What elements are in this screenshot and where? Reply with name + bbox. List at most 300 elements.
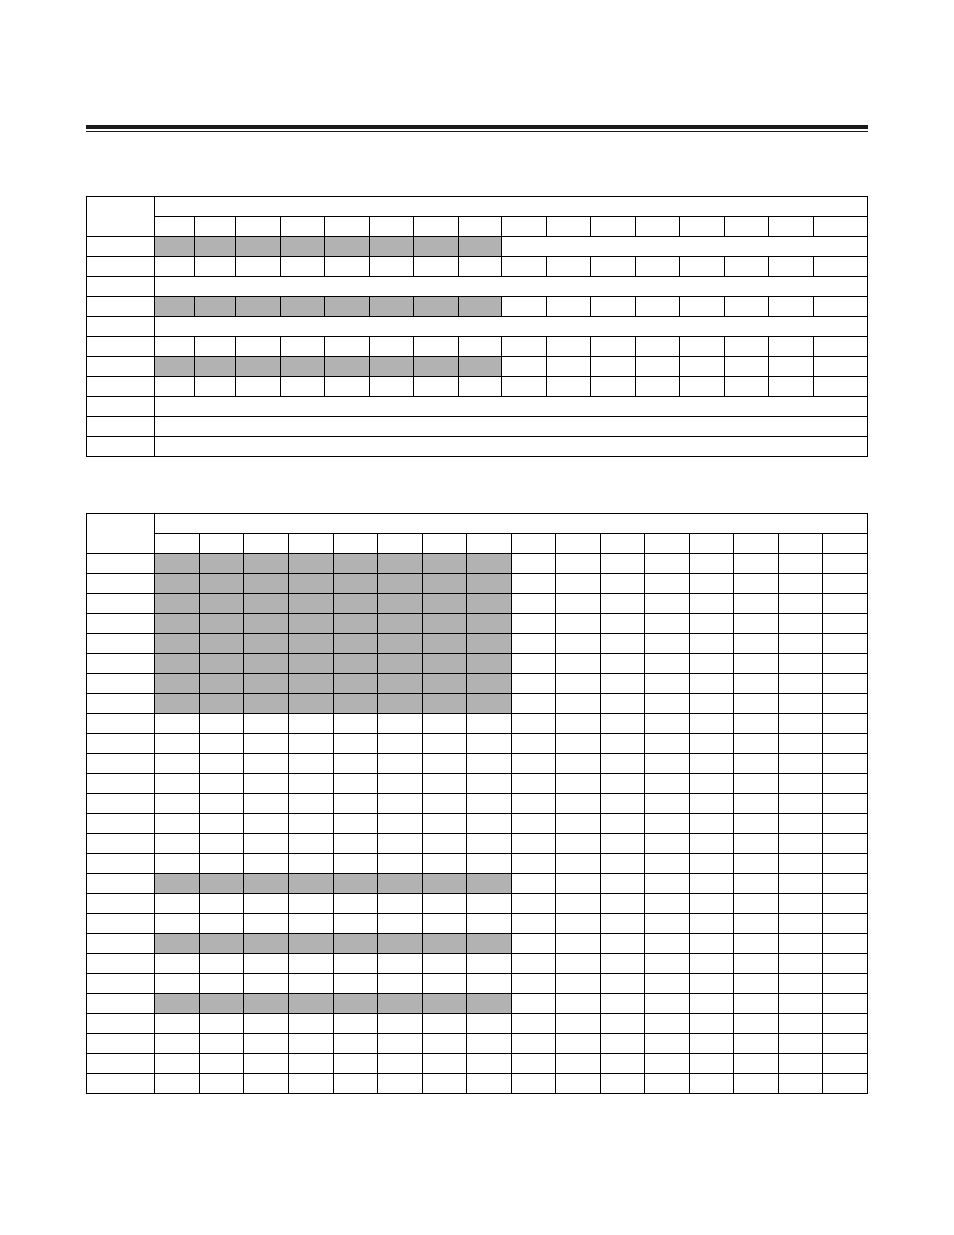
bit-cell <box>325 297 370 317</box>
row-label-cell <box>87 834 155 854</box>
bit-cell <box>378 894 423 914</box>
bit-cell <box>459 297 502 317</box>
bit-cell <box>556 654 601 674</box>
row-label-cell <box>87 714 155 734</box>
bit-cell <box>636 297 680 317</box>
bit-cell <box>556 874 601 894</box>
bit-cell <box>467 754 512 774</box>
row-label-cell <box>87 1074 155 1094</box>
bit-cell <box>414 237 459 257</box>
bit-cell <box>734 794 779 814</box>
table1-header-row <box>87 197 868 217</box>
bit-cell <box>334 894 378 914</box>
table2-bit-header-row <box>87 534 868 554</box>
row-label-cell <box>87 754 155 774</box>
bit-cell <box>512 754 556 774</box>
bit-cell <box>512 834 556 854</box>
bit-cell <box>281 257 325 277</box>
bit-cell <box>734 774 779 794</box>
bit-cell <box>200 1014 244 1034</box>
header-rule-thin <box>86 131 868 132</box>
bit-cell <box>734 854 779 874</box>
bit-cell <box>155 297 195 317</box>
bit-cell <box>645 674 690 694</box>
bit-cell <box>769 377 814 397</box>
bit-header-cell <box>725 217 769 237</box>
table2-row <box>87 814 868 834</box>
bit-cell <box>823 1054 868 1074</box>
bit-cell <box>467 554 512 574</box>
bit-cell <box>734 614 779 634</box>
row-label-cell <box>87 914 155 934</box>
bit-cell <box>645 854 690 874</box>
row-label-cell <box>87 894 155 914</box>
bit-cell <box>244 554 289 574</box>
bit-cell <box>601 614 645 634</box>
bit-cell <box>378 954 423 974</box>
bit-cell <box>556 1034 601 1054</box>
bit-cell <box>769 337 814 357</box>
bit-cell <box>155 554 200 574</box>
bit-cell <box>378 774 423 794</box>
bit-header-cell <box>734 534 779 554</box>
bit-cell <box>155 1054 200 1074</box>
bit-cell <box>281 337 325 357</box>
bit-cell <box>779 874 823 894</box>
bit-cell <box>734 754 779 774</box>
bit-cell <box>690 854 734 874</box>
bit-cell <box>289 894 334 914</box>
bit-cell <box>378 794 423 814</box>
bit-cell <box>734 734 779 754</box>
bit-cell <box>244 974 289 994</box>
bit-cell <box>334 734 378 754</box>
bit-header-cell <box>195 217 236 237</box>
bit-cell <box>601 1014 645 1034</box>
bit-cell <box>423 1074 467 1094</box>
bit-header-cell <box>636 217 680 237</box>
bit-cell <box>734 914 779 934</box>
bit-cell <box>467 674 512 694</box>
bit-cell <box>823 614 868 634</box>
bit-cell <box>289 734 334 754</box>
table1-row <box>87 297 868 317</box>
bit-cell <box>289 774 334 794</box>
bit-cell <box>244 814 289 834</box>
bit-cell <box>734 1074 779 1094</box>
row-label-cell <box>87 417 155 437</box>
bit-cell <box>645 734 690 754</box>
bit-cell <box>690 874 734 894</box>
bit-cell <box>823 654 868 674</box>
bit-cell <box>334 574 378 594</box>
bit-cell <box>459 257 502 277</box>
bit-cell <box>289 594 334 614</box>
bit-cell <box>200 834 244 854</box>
bit-cell <box>423 734 467 754</box>
bit-header-cell <box>200 534 244 554</box>
bit-cell <box>823 914 868 934</box>
row-label-cell <box>87 934 155 954</box>
row-label-cell <box>87 297 155 317</box>
bit-cell <box>512 974 556 994</box>
bit-cell <box>512 1074 556 1094</box>
bit-cell <box>556 674 601 694</box>
bit-cell <box>334 1014 378 1034</box>
row-label-cell <box>87 1034 155 1054</box>
bit-cell <box>334 974 378 994</box>
bit-cell <box>734 974 779 994</box>
bit-cell <box>779 554 823 574</box>
bit-cell <box>823 894 868 914</box>
row-label-cell <box>87 774 155 794</box>
bit-cell <box>645 954 690 974</box>
bit-cell <box>690 914 734 934</box>
bit-cell <box>467 934 512 954</box>
table2-body <box>87 554 868 1094</box>
bit-cell <box>779 714 823 734</box>
bit-cell <box>200 814 244 834</box>
bit-cell <box>512 1054 556 1074</box>
bit-cell <box>556 934 601 954</box>
bit-cell <box>467 594 512 614</box>
bit-cell <box>591 337 636 357</box>
row-label-cell <box>87 634 155 654</box>
bit-cell <box>645 554 690 574</box>
bit-cell <box>378 1034 423 1054</box>
bit-cell <box>512 774 556 794</box>
bit-cell <box>556 754 601 774</box>
bit-cell <box>414 297 459 317</box>
bit-header-cell <box>289 534 334 554</box>
table2-row <box>87 654 868 674</box>
bit-cell <box>734 814 779 834</box>
bit-cell <box>414 377 459 397</box>
row-label-cell <box>87 437 155 457</box>
row-label-cell <box>87 357 155 377</box>
bit-cell <box>769 257 814 277</box>
bit-cell <box>512 1014 556 1034</box>
bit-cell <box>378 834 423 854</box>
bit-cell <box>636 357 680 377</box>
bit-cell <box>823 854 868 874</box>
bit-cell <box>779 614 823 634</box>
bit-cell <box>370 357 414 377</box>
bit-cell <box>236 337 281 357</box>
bit-cell <box>823 814 868 834</box>
row-label-cell <box>87 954 155 974</box>
bit-cell <box>200 854 244 874</box>
bit-cell <box>601 934 645 954</box>
bit-cell <box>244 754 289 774</box>
bit-cell <box>155 854 200 874</box>
bit-cell <box>414 337 459 357</box>
bit-cell <box>645 614 690 634</box>
table2-row <box>87 954 868 974</box>
bit-cell <box>467 834 512 854</box>
bit-cell <box>334 794 378 814</box>
bit-cell <box>200 714 244 734</box>
bit-cell <box>725 377 769 397</box>
bit-cell <box>155 954 200 974</box>
bit-cell <box>734 694 779 714</box>
bit-cell <box>334 674 378 694</box>
bit-cell <box>779 634 823 654</box>
bit-cell <box>601 814 645 834</box>
bit-cell <box>556 914 601 934</box>
bit-cell <box>690 974 734 994</box>
table1-row <box>87 397 868 417</box>
bit-cell <box>636 337 680 357</box>
bit-cell <box>289 834 334 854</box>
bit-cell <box>378 754 423 774</box>
bit-cell <box>244 614 289 634</box>
bit-cell <box>690 894 734 914</box>
bit-cell <box>779 914 823 934</box>
bit-cell <box>423 934 467 954</box>
bit-cell <box>645 834 690 854</box>
table2-row <box>87 894 868 914</box>
bit-cell <box>155 257 195 277</box>
bit-cell <box>155 674 200 694</box>
bit-cell <box>467 714 512 734</box>
bit-cell <box>823 1074 868 1094</box>
span-cell <box>502 237 868 257</box>
bit-map-table-2 <box>86 513 868 1094</box>
bit-cell <box>734 874 779 894</box>
bit-cell <box>636 377 680 397</box>
table2-row <box>87 1074 868 1094</box>
bit-cell <box>155 337 195 357</box>
bit-cell <box>779 794 823 814</box>
bit-cell <box>200 694 244 714</box>
row-label-cell <box>87 1054 155 1074</box>
bit-cell <box>325 377 370 397</box>
bit-cell <box>378 614 423 634</box>
bit-cell <box>334 834 378 854</box>
bit-cell <box>200 974 244 994</box>
bit-cell <box>195 257 236 277</box>
bit-cell <box>155 874 200 894</box>
bit-cell <box>680 257 725 277</box>
bit-cell <box>155 794 200 814</box>
bit-cell <box>814 337 868 357</box>
bit-cell <box>244 574 289 594</box>
bit-cell <box>423 854 467 874</box>
bit-cell <box>734 594 779 614</box>
bit-cell <box>378 694 423 714</box>
bit-cell <box>155 237 195 257</box>
bit-cell <box>378 1074 423 1094</box>
bit-cell <box>467 574 512 594</box>
bit-header-cell <box>467 534 512 554</box>
bit-cell <box>423 694 467 714</box>
bit-cell <box>423 1034 467 1054</box>
bit-cell <box>601 594 645 614</box>
table1-row <box>87 277 868 297</box>
bit-cell <box>289 1034 334 1054</box>
bit-cell <box>281 297 325 317</box>
bit-cell <box>512 914 556 934</box>
bit-cell <box>556 554 601 574</box>
bit-cell <box>690 934 734 954</box>
bit-cell <box>155 654 200 674</box>
bit-cell <box>467 1054 512 1074</box>
bit-cell <box>601 654 645 674</box>
row-label-cell <box>87 337 155 357</box>
bit-cell <box>200 1054 244 1074</box>
table1-corner-cell <box>87 197 155 237</box>
bit-header-cell <box>645 534 690 554</box>
bit-cell <box>645 574 690 594</box>
bit-cell <box>200 754 244 774</box>
bit-cell <box>200 674 244 694</box>
bit-cell <box>289 974 334 994</box>
bit-cell <box>601 974 645 994</box>
bit-cell <box>725 297 769 317</box>
bit-cell <box>512 854 556 874</box>
bit-cell <box>690 1074 734 1094</box>
bit-cell <box>155 1034 200 1054</box>
row-label-cell <box>87 994 155 1014</box>
bit-cell <box>556 634 601 654</box>
bit-cell <box>601 834 645 854</box>
bit-cell <box>690 574 734 594</box>
bit-cell <box>645 1074 690 1094</box>
bit-cell <box>155 614 200 634</box>
bit-cell <box>725 337 769 357</box>
bit-cell <box>414 357 459 377</box>
bit-cell <box>725 257 769 277</box>
span-cell <box>155 417 868 437</box>
bit-cell <box>334 774 378 794</box>
bit-header-cell <box>325 217 370 237</box>
bit-cell <box>512 934 556 954</box>
bit-cell <box>512 814 556 834</box>
bit-cell <box>155 574 200 594</box>
bit-cell <box>325 237 370 257</box>
bit-cell <box>823 694 868 714</box>
table1-header-span <box>155 197 868 217</box>
bit-cell <box>734 1034 779 1054</box>
bit-cell <box>244 594 289 614</box>
bit-cell <box>281 377 325 397</box>
bit-cell <box>734 714 779 734</box>
table1-body <box>87 237 868 457</box>
bit-cell <box>200 654 244 674</box>
table2-row <box>87 754 868 774</box>
bit-cell <box>423 994 467 1014</box>
bit-cell <box>155 994 200 1014</box>
bit-cell <box>547 377 591 397</box>
bit-cell <box>734 654 779 674</box>
bit-cell <box>414 257 459 277</box>
bit-cell <box>423 954 467 974</box>
bit-cell <box>325 337 370 357</box>
bit-cell <box>334 754 378 774</box>
bit-cell <box>779 994 823 1014</box>
bit-cell <box>423 1054 467 1074</box>
bit-cell <box>680 297 725 317</box>
bit-cell <box>155 634 200 654</box>
bit-cell <box>601 634 645 654</box>
bit-header-cell <box>236 217 281 237</box>
bit-cell <box>244 714 289 734</box>
bit-header-cell <box>370 217 414 237</box>
bit-cell <box>556 734 601 754</box>
bit-header-cell <box>591 217 636 237</box>
bit-cell <box>512 674 556 694</box>
table1-row <box>87 317 868 337</box>
table2-corner-cell <box>87 514 155 554</box>
bit-cell <box>823 674 868 694</box>
table2-row <box>87 634 868 654</box>
bit-cell <box>244 854 289 874</box>
bit-cell <box>823 714 868 734</box>
row-label-cell <box>87 854 155 874</box>
bit-cell <box>734 1054 779 1074</box>
bit-cell <box>823 734 868 754</box>
bit-cell <box>289 714 334 734</box>
table2-row <box>87 694 868 714</box>
bit-cell <box>680 377 725 397</box>
bit-cell <box>779 1014 823 1034</box>
bit-header-cell <box>690 534 734 554</box>
table2-header-row <box>87 514 868 534</box>
table2-row <box>87 614 868 634</box>
bit-cell <box>378 814 423 834</box>
row-label-cell <box>87 237 155 257</box>
bit-cell <box>779 954 823 974</box>
bit-cell <box>334 854 378 874</box>
bit-cell <box>502 297 547 317</box>
bit-cell <box>690 594 734 614</box>
bit-cell <box>334 954 378 974</box>
bit-cell <box>601 954 645 974</box>
bit-cell <box>289 794 334 814</box>
row-label-cell <box>87 614 155 634</box>
bit-header-cell <box>244 534 289 554</box>
bit-cell <box>289 674 334 694</box>
bit-cell <box>512 1034 556 1054</box>
bit-cell <box>645 714 690 734</box>
bit-cell <box>155 1074 200 1094</box>
bit-cell <box>370 237 414 257</box>
bit-header-cell <box>155 217 195 237</box>
bit-cell <box>244 934 289 954</box>
bit-cell <box>779 894 823 914</box>
bit-cell <box>734 894 779 914</box>
bit-cell <box>334 614 378 634</box>
bit-cell <box>244 734 289 754</box>
bit-cell <box>645 794 690 814</box>
bit-cell <box>547 297 591 317</box>
table1-row <box>87 257 868 277</box>
bit-cell <box>467 914 512 934</box>
bit-header-cell <box>155 534 200 554</box>
bit-cell <box>645 934 690 954</box>
bit-cell <box>823 1034 868 1054</box>
bit-cell <box>734 834 779 854</box>
bit-cell <box>467 874 512 894</box>
bit-header-cell <box>601 534 645 554</box>
bit-cell <box>334 594 378 614</box>
bit-cell <box>155 594 200 614</box>
bit-cell <box>636 257 680 277</box>
bit-cell <box>823 554 868 574</box>
bit-cell <box>334 654 378 674</box>
bit-cell <box>195 357 236 377</box>
